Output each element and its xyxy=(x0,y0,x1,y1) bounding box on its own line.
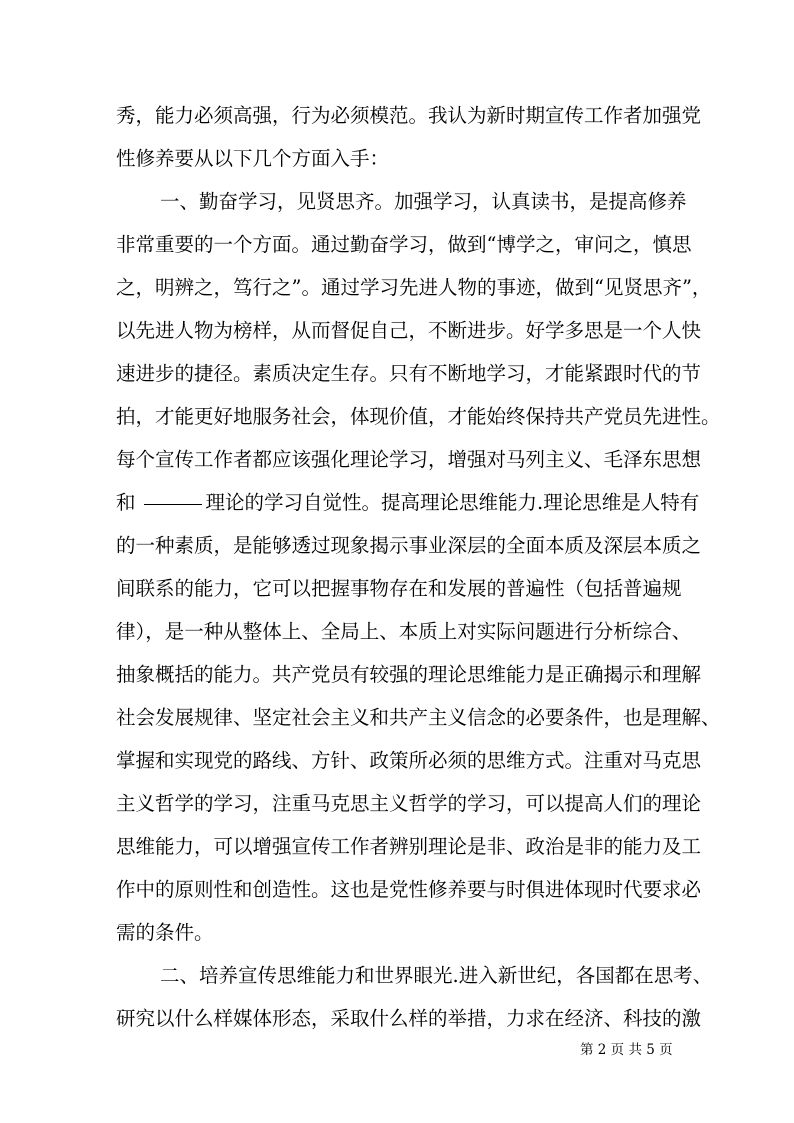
text-line-21: 二、培养宣传思维能力和世界眼光.进入新世纪，各国都在思考、 xyxy=(160,964,713,987)
text-line-13: 律），是一种从整体上、全局上、本质上对实际问题进行分析综合、 xyxy=(116,620,692,643)
text-line-6: 以先进人物为榜样，从而督促自己，不断进步。好学多思是一个人快 xyxy=(116,319,702,342)
text-line-22: 研究以什么样媒体形态，采取什么样的举措，力求在经济、科技的激 xyxy=(116,1007,702,1030)
text-line-19: 作中的原则性和创造性。这也是党性修养要与时俱进体现时代要求必 xyxy=(116,878,702,901)
text-line-18: 思维能力，可以增强宣传工作者辨别理论是非、政治是非的能力及工 xyxy=(116,835,702,858)
text-line-10 xyxy=(116,485,794,521)
text-line-2: 性修养要从以下几个方面入手： xyxy=(116,147,390,170)
text-line-16: 掌握和实现党的路线、方针、政策所必须的思维方式。注重对马克思 xyxy=(116,749,702,772)
page-number: 第 2 页 共 5 页 xyxy=(580,1042,673,1058)
text-line-4: 非常重要的一个方面。通过勤奋学习，做到“博学之，审问之，慎思 xyxy=(116,233,692,256)
line-prefix: 和 xyxy=(116,491,136,514)
text-line-1: 秀，能力必须高强，行为必须模范。我认为新时期宣传工作者加强党 xyxy=(116,104,702,127)
text-line-8: 拍，才能更好地服务社会，体现价值，才能始终保持共产党员先进性。 xyxy=(116,405,721,428)
text-line-3: 一、勤奋学习，见贤思齐。加强学习，认真读书，是提高修养 xyxy=(160,190,687,213)
text-line-9: 每个宣传工作者都应该强化理论学习，增强对马列主义、毛泽东思想 xyxy=(116,448,702,471)
text-line-12: 间联系的能力，它可以把握事物存在和发展的普遍性（包括普遍规 xyxy=(116,577,682,600)
line-remainder: 理论的学习自觉性。提高理论思维能力.理论思维是人特有 xyxy=(205,491,700,514)
text-line-11: 的一种素质，是能够透过现象揭示事业深层的全面本质及深层本质之 xyxy=(116,534,702,557)
text-line-20: 需的条件。 xyxy=(116,921,214,944)
fill-in-blank xyxy=(144,503,202,505)
text-line-15: 社会发展规律、坚定社会主义和共产主义信念的必要条件，也是理解、 xyxy=(116,706,721,729)
text-line-5: 之，明辨之，笃行之”。通过学习先进人物的事迹，做到“见贤思齐”， xyxy=(116,276,712,299)
text-line-7: 速进步的捷径。素质决定生存。只有不断地学习，才能紧跟时代的节 xyxy=(116,362,702,385)
text-line-14: 抽象概括的能力。共产党员有较强的理论思维能力是正确揭示和理解 xyxy=(116,663,702,686)
text-line-17: 主义哲学的学习，注重马克思主义哲学的学习，可以提高人们的理论 xyxy=(116,792,702,815)
